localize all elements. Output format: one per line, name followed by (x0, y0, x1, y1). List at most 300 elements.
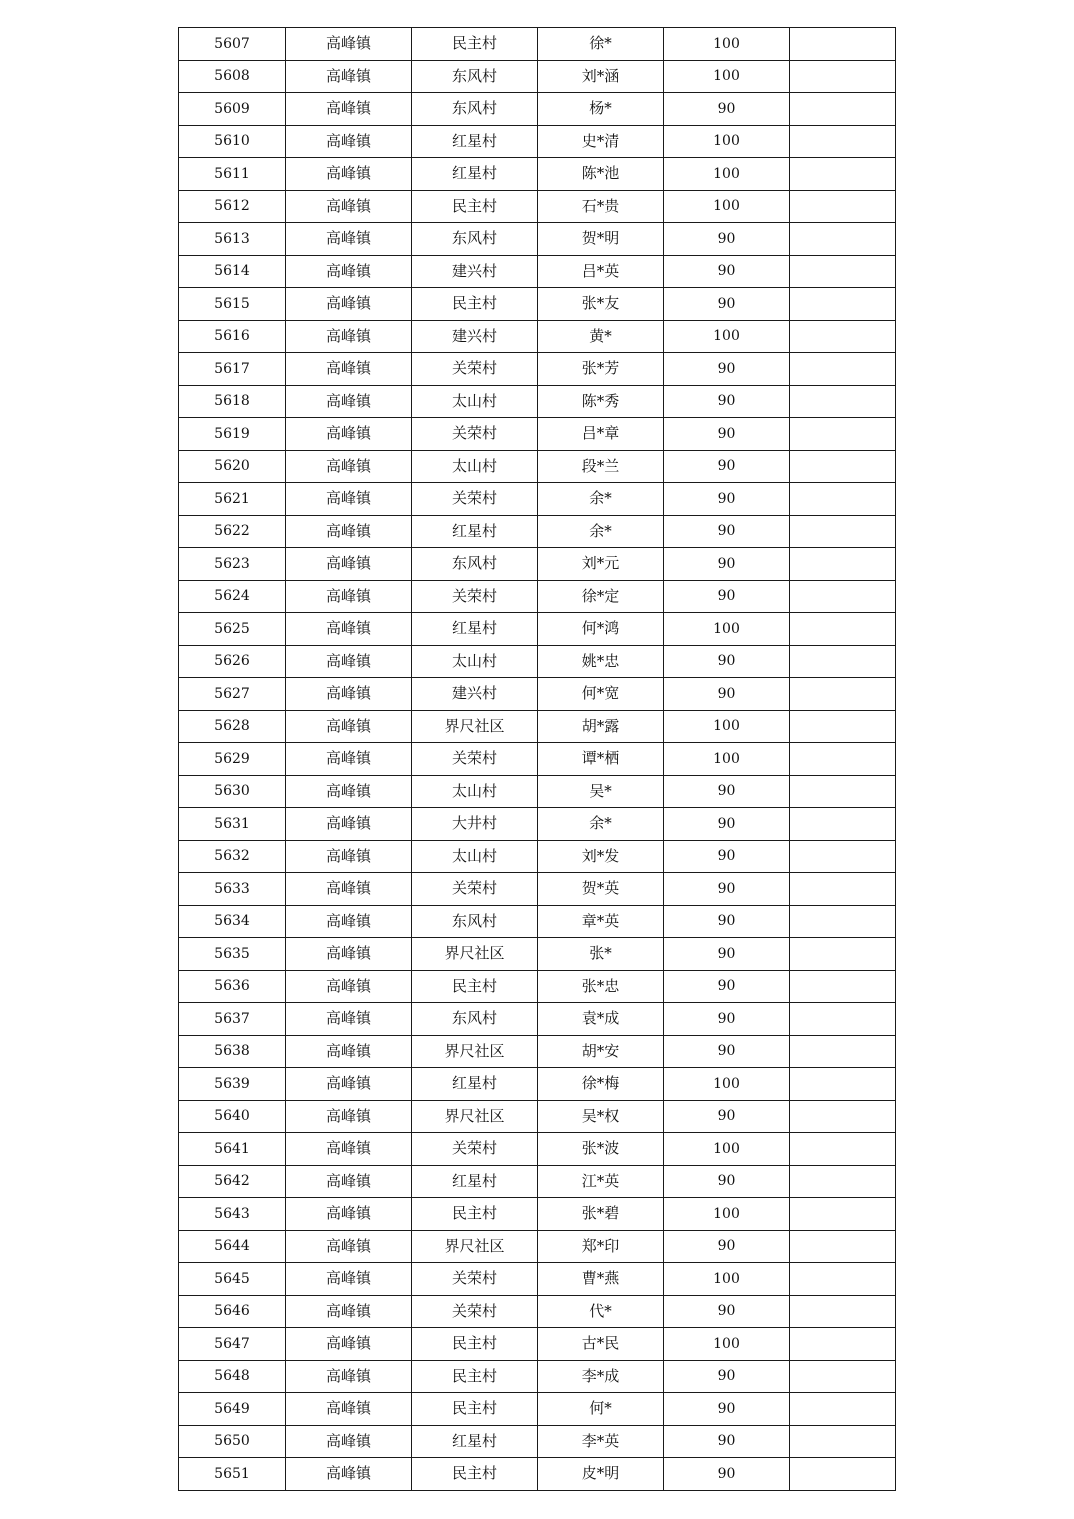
village-cell: 民主村 (412, 28, 538, 61)
village-cell: 大井村 (412, 808, 538, 841)
amount-cell: 90 (664, 1165, 790, 1198)
serial-number-cell: 5623 (179, 548, 286, 581)
table-row (179, 613, 896, 646)
name-cell: 谭*栖 (538, 743, 664, 776)
serial-number-cell: 5639 (179, 1068, 286, 1101)
amount-cell: 90 (664, 1100, 790, 1133)
serial-number-cell: 5626 (179, 645, 286, 678)
town-cell: 高峰镇 (286, 1230, 412, 1263)
serial-number-cell: 5624 (179, 580, 286, 613)
name-cell: 余* (538, 808, 664, 841)
remark-cell (790, 1068, 896, 1101)
village-cell: 界尺社区 (412, 1100, 538, 1133)
serial-number-cell: 5651 (179, 1458, 286, 1491)
remark-cell (790, 28, 896, 61)
remark-cell (790, 353, 896, 386)
town-cell: 高峰镇 (286, 515, 412, 548)
village-cell: 红星村 (412, 1165, 538, 1198)
serial-number-cell: 5635 (179, 938, 286, 971)
remark-cell (790, 1133, 896, 1166)
table-row (179, 1003, 896, 1036)
town-cell: 高峰镇 (286, 60, 412, 93)
name-cell: 张*忠 (538, 970, 664, 1003)
town-cell: 高峰镇 (286, 288, 412, 321)
remark-cell (790, 450, 896, 483)
table-body (179, 28, 896, 1491)
table-row (179, 1068, 896, 1101)
table-row (179, 1328, 896, 1361)
table-row (179, 223, 896, 256)
village-cell: 建兴村 (412, 320, 538, 353)
town-cell: 高峰镇 (286, 1393, 412, 1426)
town-cell: 高峰镇 (286, 775, 412, 808)
town-cell: 高峰镇 (286, 743, 412, 776)
serial-number-cell: 5648 (179, 1360, 286, 1393)
town-cell: 高峰镇 (286, 710, 412, 743)
amount-cell: 100 (664, 1133, 790, 1166)
serial-number-cell: 5647 (179, 1328, 286, 1361)
serial-number-cell: 5622 (179, 515, 286, 548)
serial-number-cell: 5621 (179, 483, 286, 516)
serial-number-cell: 5608 (179, 60, 286, 93)
name-cell: 贺*明 (538, 223, 664, 256)
village-cell: 民主村 (412, 1198, 538, 1231)
village-cell: 红星村 (412, 125, 538, 158)
village-cell: 民主村 (412, 970, 538, 1003)
serial-number-cell: 5640 (179, 1100, 286, 1133)
town-cell: 高峰镇 (286, 873, 412, 906)
amount-cell: 90 (664, 808, 790, 841)
town-cell: 高峰镇 (286, 223, 412, 256)
table-row (179, 645, 896, 678)
serial-number-cell: 5611 (179, 158, 286, 191)
name-cell: 胡*露 (538, 710, 664, 743)
table-row (179, 873, 896, 906)
serial-number-cell: 5616 (179, 320, 286, 353)
serial-number-cell: 5631 (179, 808, 286, 841)
table-row (179, 1100, 896, 1133)
table-row (179, 743, 896, 776)
table-row (179, 580, 896, 613)
serial-number-cell: 5645 (179, 1263, 286, 1296)
town-cell: 高峰镇 (286, 938, 412, 971)
table-row (179, 288, 896, 321)
amount-cell: 90 (664, 1458, 790, 1491)
town-cell: 高峰镇 (286, 678, 412, 711)
amount-cell: 90 (664, 1003, 790, 1036)
table-row (179, 353, 896, 386)
town-cell: 高峰镇 (286, 1035, 412, 1068)
name-cell: 黄* (538, 320, 664, 353)
table-row (179, 60, 896, 93)
remark-cell (790, 418, 896, 451)
town-cell: 高峰镇 (286, 1133, 412, 1166)
amount-cell: 100 (664, 743, 790, 776)
town-cell: 高峰镇 (286, 548, 412, 581)
amount-cell: 100 (664, 158, 790, 191)
amount-cell: 90 (664, 645, 790, 678)
remark-cell (790, 1263, 896, 1296)
amount-cell: 100 (664, 190, 790, 223)
village-cell: 关荣村 (412, 580, 538, 613)
table-row (179, 548, 896, 581)
serial-number-cell: 5607 (179, 28, 286, 61)
village-cell: 关荣村 (412, 873, 538, 906)
remark-cell (790, 645, 896, 678)
table-row (179, 678, 896, 711)
amount-cell: 100 (664, 125, 790, 158)
town-cell: 高峰镇 (286, 190, 412, 223)
village-cell: 关荣村 (412, 1295, 538, 1328)
village-cell: 红星村 (412, 158, 538, 191)
remark-cell (790, 1360, 896, 1393)
remark-cell (790, 1295, 896, 1328)
name-cell: 姚*忠 (538, 645, 664, 678)
table-row (179, 1230, 896, 1263)
serial-number-cell: 5634 (179, 905, 286, 938)
village-cell: 界尺社区 (412, 1035, 538, 1068)
remark-cell (790, 1165, 896, 1198)
amount-cell: 90 (664, 483, 790, 516)
name-cell: 段*兰 (538, 450, 664, 483)
serial-number-cell: 5644 (179, 1230, 286, 1263)
name-cell: 张*碧 (538, 1198, 664, 1231)
village-cell: 民主村 (412, 288, 538, 321)
table-row (179, 808, 896, 841)
amount-cell: 90 (664, 1295, 790, 1328)
village-cell: 关荣村 (412, 1133, 538, 1166)
amount-cell: 90 (664, 223, 790, 256)
remark-cell (790, 808, 896, 841)
village-cell: 东风村 (412, 223, 538, 256)
table-row (179, 385, 896, 418)
amount-cell: 100 (664, 1198, 790, 1231)
town-cell: 高峰镇 (286, 1165, 412, 1198)
remark-cell (790, 1198, 896, 1231)
town-cell: 高峰镇 (286, 125, 412, 158)
table-row (179, 1295, 896, 1328)
village-cell: 东风村 (412, 1003, 538, 1036)
name-cell: 徐*梅 (538, 1068, 664, 1101)
serial-number-cell: 5643 (179, 1198, 286, 1231)
amount-cell: 90 (664, 938, 790, 971)
serial-number-cell: 5636 (179, 970, 286, 1003)
name-cell: 吕*英 (538, 255, 664, 288)
name-cell: 张*友 (538, 288, 664, 321)
remark-cell (790, 125, 896, 158)
name-cell: 江*英 (538, 1165, 664, 1198)
town-cell: 高峰镇 (286, 808, 412, 841)
name-cell: 张*芳 (538, 353, 664, 386)
table-row (179, 775, 896, 808)
remark-cell (790, 158, 896, 191)
remark-cell (790, 483, 896, 516)
name-cell: 章*英 (538, 905, 664, 938)
town-cell: 高峰镇 (286, 1295, 412, 1328)
table-row (179, 255, 896, 288)
remark-cell (790, 60, 896, 93)
amount-cell: 90 (664, 385, 790, 418)
town-cell: 高峰镇 (286, 1263, 412, 1296)
table-row (179, 1198, 896, 1231)
town-cell: 高峰镇 (286, 1458, 412, 1491)
remark-cell (790, 1328, 896, 1361)
village-cell: 关荣村 (412, 353, 538, 386)
amount-cell: 100 (664, 710, 790, 743)
village-cell: 关荣村 (412, 1263, 538, 1296)
town-cell: 高峰镇 (286, 483, 412, 516)
amount-cell: 90 (664, 775, 790, 808)
amount-cell: 90 (664, 580, 790, 613)
table-row (179, 905, 896, 938)
remark-cell (790, 710, 896, 743)
village-cell: 民主村 (412, 1360, 538, 1393)
amount-cell: 90 (664, 1425, 790, 1458)
village-cell: 界尺社区 (412, 938, 538, 971)
amount-cell: 90 (664, 548, 790, 581)
serial-number-cell: 5619 (179, 418, 286, 451)
village-cell: 民主村 (412, 1393, 538, 1426)
table-row (179, 190, 896, 223)
town-cell: 高峰镇 (286, 158, 412, 191)
town-cell: 高峰镇 (286, 28, 412, 61)
serial-number-cell: 5613 (179, 223, 286, 256)
village-cell: 红星村 (412, 1068, 538, 1101)
amount-cell: 100 (664, 1068, 790, 1101)
name-cell: 郑*印 (538, 1230, 664, 1263)
amount-cell: 90 (664, 1035, 790, 1068)
remark-cell (790, 970, 896, 1003)
serial-number-cell: 5637 (179, 1003, 286, 1036)
serial-number-cell: 5641 (179, 1133, 286, 1166)
serial-number-cell: 5620 (179, 450, 286, 483)
town-cell: 高峰镇 (286, 450, 412, 483)
town-cell: 高峰镇 (286, 255, 412, 288)
name-cell: 刘*涵 (538, 60, 664, 93)
amount-cell: 90 (664, 450, 790, 483)
amount-cell: 100 (664, 1263, 790, 1296)
amount-cell: 90 (664, 905, 790, 938)
amount-cell: 90 (664, 255, 790, 288)
name-cell: 余* (538, 483, 664, 516)
village-cell: 太山村 (412, 840, 538, 873)
table-row (179, 93, 896, 126)
amount-cell: 90 (664, 515, 790, 548)
table-row (179, 158, 896, 191)
name-cell: 古*民 (538, 1328, 664, 1361)
name-cell: 张* (538, 938, 664, 971)
town-cell: 高峰镇 (286, 1328, 412, 1361)
remark-cell (790, 1230, 896, 1263)
village-cell: 民主村 (412, 1328, 538, 1361)
name-cell: 李*成 (538, 1360, 664, 1393)
name-cell: 徐*定 (538, 580, 664, 613)
village-cell: 红星村 (412, 515, 538, 548)
remark-cell (790, 905, 896, 938)
serial-number-cell: 5618 (179, 385, 286, 418)
name-cell: 陈*池 (538, 158, 664, 191)
table-row (179, 320, 896, 353)
remark-cell (790, 385, 896, 418)
name-cell: 石*贵 (538, 190, 664, 223)
table-row (179, 1133, 896, 1166)
village-cell: 关荣村 (412, 418, 538, 451)
village-cell: 界尺社区 (412, 1230, 538, 1263)
table-row (179, 450, 896, 483)
table-row (179, 1165, 896, 1198)
name-cell: 吴*权 (538, 1100, 664, 1133)
serial-number-cell: 5615 (179, 288, 286, 321)
serial-number-cell: 5612 (179, 190, 286, 223)
town-cell: 高峰镇 (286, 385, 412, 418)
name-cell: 徐* (538, 28, 664, 61)
village-cell: 东风村 (412, 548, 538, 581)
village-cell: 东风村 (412, 93, 538, 126)
amount-cell: 100 (664, 60, 790, 93)
town-cell: 高峰镇 (286, 418, 412, 451)
town-cell: 高峰镇 (286, 1198, 412, 1231)
amount-cell: 90 (664, 418, 790, 451)
amount-cell: 90 (664, 873, 790, 906)
serial-number-cell: 5632 (179, 840, 286, 873)
village-cell: 红星村 (412, 1425, 538, 1458)
name-cell: 贺*英 (538, 873, 664, 906)
serial-number-cell: 5617 (179, 353, 286, 386)
remark-cell (790, 255, 896, 288)
amount-cell: 90 (664, 1393, 790, 1426)
remark-cell (790, 743, 896, 776)
serial-number-cell: 5610 (179, 125, 286, 158)
village-cell: 东风村 (412, 60, 538, 93)
name-cell: 杨* (538, 93, 664, 126)
name-cell: 吴* (538, 775, 664, 808)
name-cell: 何*宽 (538, 678, 664, 711)
village-cell: 民主村 (412, 1458, 538, 1491)
remark-cell (790, 1393, 896, 1426)
town-cell: 高峰镇 (286, 970, 412, 1003)
remark-cell (790, 873, 896, 906)
serial-number-cell: 5633 (179, 873, 286, 906)
town-cell: 高峰镇 (286, 93, 412, 126)
town-cell: 高峰镇 (286, 1068, 412, 1101)
remark-cell (790, 93, 896, 126)
village-cell: 关荣村 (412, 483, 538, 516)
table-row (179, 1458, 896, 1491)
remark-cell (790, 515, 896, 548)
remark-cell (790, 320, 896, 353)
village-cell: 东风村 (412, 905, 538, 938)
remark-cell (790, 1425, 896, 1458)
serial-number-cell: 5627 (179, 678, 286, 711)
name-cell: 袁*成 (538, 1003, 664, 1036)
name-cell: 陈*秀 (538, 385, 664, 418)
village-cell: 太山村 (412, 385, 538, 418)
serial-number-cell: 5642 (179, 1165, 286, 1198)
village-cell: 建兴村 (412, 255, 538, 288)
village-cell: 太山村 (412, 450, 538, 483)
table-row (179, 1393, 896, 1426)
remark-cell (790, 840, 896, 873)
serial-number-cell: 5650 (179, 1425, 286, 1458)
town-cell: 高峰镇 (286, 580, 412, 613)
name-cell: 何*鸿 (538, 613, 664, 646)
serial-number-cell: 5625 (179, 613, 286, 646)
table-row (179, 418, 896, 451)
remark-cell (790, 775, 896, 808)
remark-cell (790, 1003, 896, 1036)
amount-cell: 90 (664, 288, 790, 321)
name-cell: 李*英 (538, 1425, 664, 1458)
amount-cell: 100 (664, 613, 790, 646)
town-cell: 高峰镇 (286, 353, 412, 386)
amount-cell: 100 (664, 28, 790, 61)
table-row (179, 28, 896, 61)
amount-cell: 90 (664, 1230, 790, 1263)
table-row (179, 125, 896, 158)
name-cell: 吕*章 (538, 418, 664, 451)
town-cell: 高峰镇 (286, 645, 412, 678)
table-row (179, 1035, 896, 1068)
remark-cell (790, 190, 896, 223)
name-cell: 刘*发 (538, 840, 664, 873)
village-cell: 建兴村 (412, 678, 538, 711)
amount-cell: 90 (664, 678, 790, 711)
town-cell: 高峰镇 (286, 1425, 412, 1458)
remark-cell (790, 613, 896, 646)
remark-cell (790, 938, 896, 971)
amount-cell: 100 (664, 320, 790, 353)
table-row (179, 840, 896, 873)
name-cell: 皮*明 (538, 1458, 664, 1491)
name-cell: 刘*元 (538, 548, 664, 581)
serial-number-cell: 5629 (179, 743, 286, 776)
serial-number-cell: 5614 (179, 255, 286, 288)
name-cell: 代* (538, 1295, 664, 1328)
name-cell: 余* (538, 515, 664, 548)
town-cell: 高峰镇 (286, 1100, 412, 1133)
amount-cell: 100 (664, 1328, 790, 1361)
remark-cell (790, 288, 896, 321)
amount-cell: 90 (664, 93, 790, 126)
serial-number-cell: 5609 (179, 93, 286, 126)
remark-cell (790, 678, 896, 711)
name-cell: 曹*燕 (538, 1263, 664, 1296)
town-cell: 高峰镇 (286, 905, 412, 938)
table-row (179, 483, 896, 516)
serial-number-cell: 5628 (179, 710, 286, 743)
table-row (179, 938, 896, 971)
name-cell: 何* (538, 1393, 664, 1426)
remark-cell (790, 223, 896, 256)
serial-number-cell: 5646 (179, 1295, 286, 1328)
amount-cell: 90 (664, 353, 790, 386)
remark-cell (790, 580, 896, 613)
table-row (179, 1360, 896, 1393)
village-cell: 红星村 (412, 613, 538, 646)
table-row (179, 1263, 896, 1296)
table-row (179, 1425, 896, 1458)
table-row (179, 710, 896, 743)
amount-cell: 90 (664, 1360, 790, 1393)
serial-number-cell: 5638 (179, 1035, 286, 1068)
village-cell: 关荣村 (412, 743, 538, 776)
remark-cell (790, 1035, 896, 1068)
name-cell: 史*清 (538, 125, 664, 158)
data-table (178, 27, 896, 1491)
town-cell: 高峰镇 (286, 613, 412, 646)
town-cell: 高峰镇 (286, 1003, 412, 1036)
town-cell: 高峰镇 (286, 840, 412, 873)
